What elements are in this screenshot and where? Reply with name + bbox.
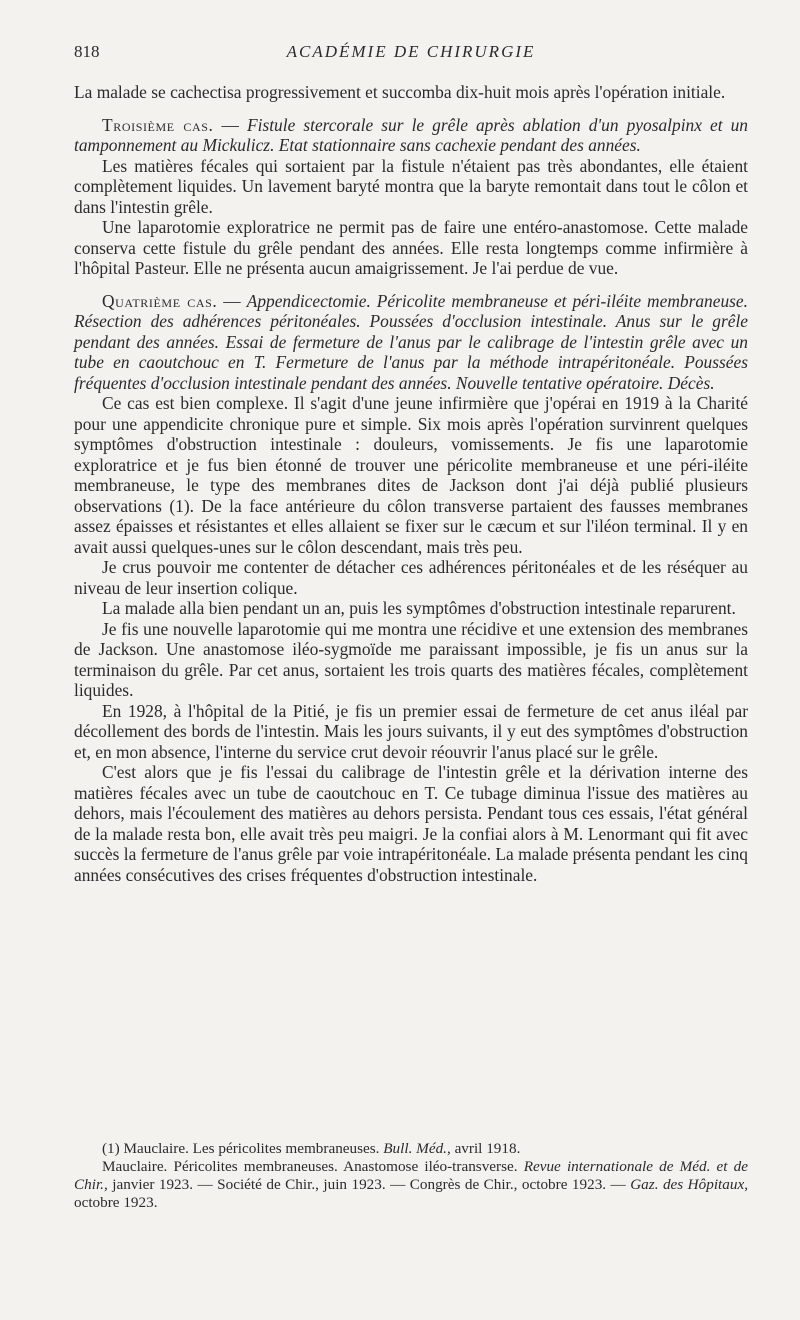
footnote-journal: Gaz. des Hôpitaux: [630, 1176, 745, 1193]
page-number: 818: [74, 42, 100, 61]
case3-title: Fistule stercorale sur le grêle après ablation d'un pyosalpinx et un tamponnement au Mickulicz. Etat stationnaire sans cachexie pendant des années.: [74, 114, 749, 155]
case3-label: Troisième cas.: [102, 114, 214, 135]
intro-paragraph: La malade se cachectisa progressivement et succomba dix-huit mois après l'opération initiale.: [74, 82, 726, 102]
footnote-text: Mauclaire. Péricolites membraneuses. Anastomose iléo-transverse.: [102, 1158, 524, 1175]
case3-paragraph: Une laparotomie exploratrice ne permit pas de faire une entéro-anastomose. Cette malade conserva cette fistule du grêle pendant des années. Elle resta longtemps comme infirmière à l'hôpital Pasteur. Elle ne présenta aucun amaigrissement. Je l'ai perdue de vue.: [74, 217, 748, 278]
case4-title: Appendicectomie. Péricolite membraneuse et péri-iléite membraneuse. Résection des adhérences péritonéales. Poussées d'occlusion intestinale. Anus sur le grêle pendant des années. Essai de fermeture de l'anus par le calibrage de l'intestin grêle avec un tube en caoutchouc en T. Fermeture de l'anus par la méthode intrapéritonéale. Poussées fréquentes d'occlusion intestinale pendant des années. Nouvelle tentative opératoire. Décès.: [74, 290, 748, 393]
running-title: ACADÉMIE DE CHIRURGIE: [286, 42, 536, 61]
footnote-2: [74, 1158, 748, 1212]
case4-paragraph: Ce cas est bien complexe. Il s'agit d'une jeune infirmière que j'opérai en 1919 à la Charité pour une appendicite chronique pure et simple. Six mois après l'opération survinrent quelques symptômes d'obstruction intestinale : douleurs, vomissements. Je fis une laparotomie exploratrice et je fus bien étonné de trouver une péricolite membraneuse et une péri-iléite membraneuse, le type des membranes dites de Jackson dont j'ai déjà publié plusieurs observations (1). De la face antérieure du côlon transverse partaient des fausses membranes assez épaisses et résistantes et elles allaient se fixer sur le cæcum et sur l'iléon terminal. Il y en avait aussi quelques-unes sur le côlon descendant, mais très peu.: [74, 393, 748, 557]
case4-label: Quatrième cas.: [102, 290, 218, 311]
footnote-journal: Revue internationale de Méd. et de Chir.: [74, 1158, 749, 1193]
case4-dash: —: [217, 290, 247, 311]
footnotes: [74, 1140, 748, 1212]
case4-paragraph: C'est alors que je fis l'essai du calibrage de l'intestin grêle et la dérivation interne des matières fécales avec un tube de caoutchouc en T. Ce tubage diminua l'issue des matières au dehors, mais l'écoulement des matières au dehors persista. Pendant tous ces essais, l'état général de la malade resta bon, elle avait très peu maigri. Je la confiai alors à M. Lenormant qui fit avec succès la fermeture de l'anus grêle par voie intrapéritonéale. La malade présenta pendant les cinq années consécutives des crises fréquentes d'obstruction intestinale.: [74, 762, 748, 885]
case4-paragraph: En 1928, à l'hôpital de la Pitié, je fis un premier essai de fermeture de cet anus iléal par décollement des bords de l'intestin. Mais les jours suivants, il y eut des symptômes d'obstruction et, en mon absence, l'interne du service crut devoir réouvrir l'anus placé sur le grêle.: [74, 700, 748, 762]
case4-paragraph: Je crus pouvoir me contenter de détacher ces adhérences péritonéales et de les réséquer au niveau de leur insertion colique.: [74, 557, 748, 598]
footnote-text: (1) Mauclaire. Les péricolites membraneuses.: [102, 1140, 384, 1157]
case4-paragraph: Je fis une nouvelle laparotomie qui me montra une récidive et une extension des membranes de Jackson. Une anastomose iléo-sygmoïde me paraissant impossible, je fis un anus sur la terminaison du grêle. Par cet anus, sortaient les trois quarts des matières fécales, complètement liquides.: [74, 618, 748, 700]
footnote-text: , avril 1918.: [446, 1140, 521, 1157]
footnote-journal: Bull. Méd.: [383, 1140, 447, 1157]
case3-paragraph: Les matières fécales qui sortaient par la fistule n'étaient pas très abondantes, elle étaient complètement liquides. Un lavement baryté montra que la baryte remontait dans tout le côlon et dans l'intestin grêle.: [74, 155, 748, 217]
case4-paragraph: La malade alla bien pendant un an, puis les symptômes d'obstruction intestinale reparurent.: [102, 598, 736, 618]
case4-heading: [74, 291, 748, 394]
page-header: [74, 42, 748, 64]
footnote-1: [74, 1140, 748, 1158]
case3-heading: [74, 115, 748, 156]
body-text: [74, 82, 748, 885]
footnote-text: , janvier 1923. — Société de Chir., juin 1923. — Congrès de Chir., octobre 1923. —: [103, 1176, 631, 1193]
footnote-text: , octobre 1923.: [74, 1176, 748, 1211]
case3-dash: —: [213, 114, 247, 135]
